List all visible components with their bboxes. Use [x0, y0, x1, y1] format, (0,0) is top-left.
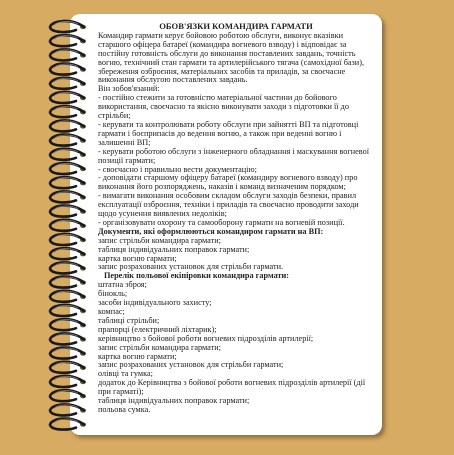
spiral-coil: [50, 135, 86, 146]
duties-list: [98, 94, 374, 228]
document-item: картка вогню гармати;: [98, 253, 177, 263]
spiral-coil: [50, 163, 86, 174]
spiral-coil: [50, 206, 86, 217]
spiral-coil: [50, 419, 86, 430]
spiral-coil: [50, 49, 86, 60]
equipment-item: таблиця індивідуальних поправок гармати;: [98, 396, 250, 406]
spiral-coil: [50, 362, 86, 373]
equipment-item: бінокль;: [98, 289, 128, 299]
duty-item: - своєчасно і правильно вести документацію;: [98, 164, 257, 174]
spiral-coil: [50, 319, 86, 330]
spiral-coil: [50, 248, 86, 259]
spiral-coil: [50, 348, 86, 359]
spiral-binding: [42, 18, 94, 438]
spiral-coil: [50, 376, 86, 387]
equipment-list: [98, 281, 374, 415]
spiral-coil: [50, 35, 86, 46]
spiral-coil: [50, 78, 86, 89]
document-body: [98, 22, 374, 430]
spiral-coil: [50, 390, 86, 401]
equipment-item: картка вогню гармати;: [98, 351, 177, 361]
equipment-item: польова сумка.: [98, 404, 151, 414]
spiral-coil: [50, 149, 86, 160]
document-item: запис розрахованих установок для стрільби гармати.: [98, 262, 284, 272]
spiral-coil: [50, 277, 86, 288]
equipment-item: засоби індивідуального захисту;: [98, 298, 212, 308]
equipment-item: керівництво з бойової роботи вогневих підрозділів артилерії;: [98, 333, 314, 343]
equipment-item: олівці та гумка;: [98, 369, 153, 379]
equipment-item: таблиці стрільби;: [98, 315, 160, 325]
equipment-item: додаток до Керівництва з бойової роботи вогневих підрозділів артилерії (дії при гарматі);: [98, 378, 366, 397]
spiral-coil: [50, 64, 86, 75]
spiral-coil: [50, 120, 86, 131]
equipment-item: запис розрахованих установок для стрільби гармати;: [98, 360, 284, 370]
documents-list: [98, 237, 374, 273]
duty-item: - вимагати виконання особовим складом обслуги заходів безпеки, правил експлуатації озброєння, техніки і приладів та своєчасно проводити заходи щодо усунення виявлених недоліків;: [98, 191, 359, 219]
spiral-coil: [50, 305, 86, 316]
equipment-item: компас;: [98, 307, 125, 316]
spiral-coil: [50, 291, 86, 302]
spiral-coil: [50, 191, 86, 202]
intro-paragraph: Командир гармати керує бойовою роботою обслуги, виконує вказівки старшого офіцера батареї (командира вогневого взводу) і відповідає за постійну готовність обслуги до виконання поставлених завдань, точність вогню, технічний стан гармати та артилерійського тягача (самохідної бази), збереження озброєння, матеріальних засобів та приладів, за своєчасне виконання обслугою поставлених завдань.: [98, 30, 365, 85]
spiral-coil: [50, 106, 86, 117]
duty-item: - постійно стежити за готовністю матеріальної частини до бойового використання, своєчасно та якісно виконувати заходи з підготовки її до стрільби;: [98, 93, 349, 121]
duties-label: Він зобов'язаний:: [98, 84, 160, 94]
spiral-coil: [50, 220, 86, 231]
spiral-coil: [50, 92, 86, 103]
equipment-item: штатна зброя;: [98, 280, 147, 290]
spiral-coil: [50, 234, 86, 245]
equipment-heading: Перелік польової екіпіровки командира гармати:: [104, 271, 290, 281]
document-item: таблиця індивідуальних поправок гармати;: [98, 244, 250, 254]
spiral-coil: [50, 404, 86, 415]
spiral-coil: [50, 262, 86, 273]
duty-item: - керувати та контролювати роботу обслуги при зайнятті ВП та підготовці гармати і боєприпасів до ведення вогню, а також при веденні вогню і залишенні ВП;: [98, 119, 359, 147]
equipment-item: прапорці (електричний ліхтарик);: [98, 324, 217, 334]
duty-item: - доповідати старшому офіцеру батареї (командиру вогневого взводу) про виконання його розпоряджень, наказів і команд визначеним порядком;: [98, 173, 358, 192]
equipment-item: запис стрільби командира гармати;: [98, 342, 221, 352]
document-title: ОБОВ'ЯЗКИ КОМАНДИРА ГАРМАТИ: [159, 22, 313, 31]
document-item: запис стрільби командира гармати;: [98, 235, 221, 245]
spiral-coil: [50, 21, 86, 32]
duty-item: - керувати роботою обслуги з інженерного обладнання і маскування вогневої позиції гармати;: [98, 146, 370, 165]
documents-heading: Документи, які оформлюються командиром гармати на ВП:: [98, 226, 324, 236]
spiral-coil: [50, 177, 86, 188]
spiral-coil: [50, 333, 86, 344]
duty-item: - організовувати охорону та самооборону гармати на вогневій позиції.: [98, 217, 345, 227]
